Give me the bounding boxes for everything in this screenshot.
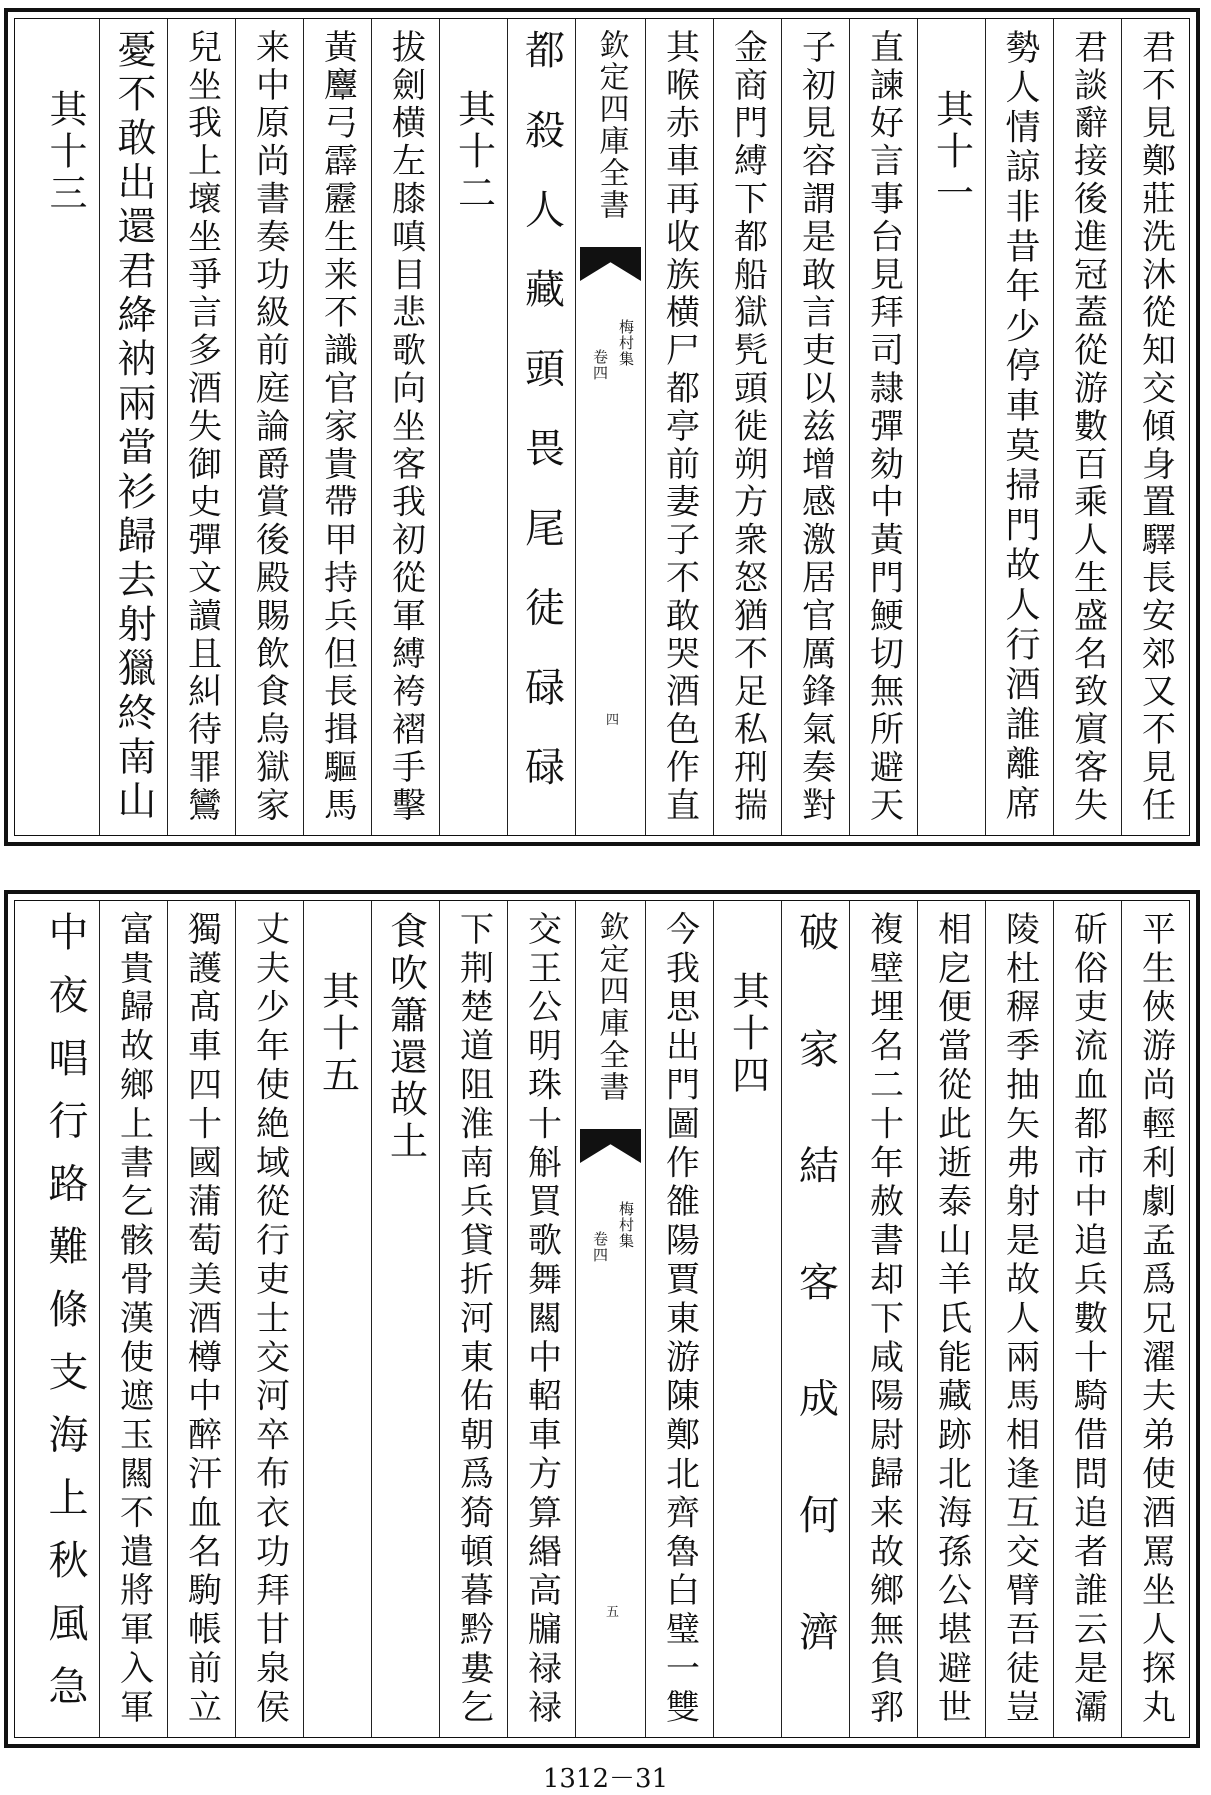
text-column: [1121, 19, 1189, 835]
poem-heading: 其十五: [315, 971, 360, 1097]
text-column: [849, 901, 917, 1737]
text-column: [1053, 19, 1121, 835]
column-text: 金商門縛下都船獄髠頭徙朔方衆怒猶不足私𠛬揣: [727, 29, 768, 825]
column-text: 破家結客成何濟: [792, 911, 839, 1728]
column-text: 陵杜稺季抽矢弗射是故人兩馬相逢互交臂吾徒豈: [999, 911, 1040, 1728]
banner-page-number: 四: [606, 713, 620, 728]
page-footer-number: 1312－31: [542, 1764, 669, 1794]
text-column: [99, 901, 167, 1737]
banner-collection: 梅村集: [617, 319, 635, 367]
column-text: 子初見容謂是敢言吏以兹增感激居官厲鋒氣奏對: [795, 29, 836, 825]
text-column: [439, 901, 507, 1737]
top-page: [0, 0, 1211, 850]
poem-heading-column: [303, 901, 371, 1737]
text-column: [985, 901, 1053, 1737]
poem-heading-column: [31, 19, 99, 835]
text-column: [1121, 901, 1189, 1737]
bottom-columns: [15, 901, 1189, 1737]
poem-heading-column: [439, 19, 507, 835]
column-text: 平生俠游尚輕利劇孟爲兄濯夫弟使酒罵坐人探丸: [1135, 911, 1176, 1728]
text-column: [645, 19, 713, 835]
text-column: [781, 901, 849, 1737]
column-text: 富貴歸故鄉上書乞骸骨漢使遮玉闗不遣將軍入軍: [113, 911, 154, 1728]
column-text: 君談辭接後進冠蓋從游數百乘人生盛名致賔客失: [1067, 29, 1108, 825]
poem-heading: 其十一: [929, 89, 974, 215]
text-column: [645, 901, 713, 1737]
text-column: [1053, 901, 1121, 1737]
bottom-page: [0, 890, 1211, 1750]
banner-title: 欽定四庫全書: [593, 911, 629, 1103]
top-columns: [15, 19, 1189, 835]
banner-page-number: 五: [606, 1605, 620, 1620]
text-column: [507, 901, 575, 1737]
text-column: [985, 19, 1053, 835]
column-text: 君不見鄭莊洗沐從知交傾身置驛長安郊又不見任: [1135, 29, 1176, 825]
banner-volume: 卷四: [591, 349, 609, 381]
text-column: [235, 901, 303, 1737]
column-text: 丈夫少年使絶域從行吏士交河卒布衣功拜甘泉侯: [249, 911, 290, 1728]
column-text: 獨護髙車四十國蒲萄美酒樽中醉汗血名駒帳前立: [181, 911, 222, 1728]
fish-tail-mark-icon: [580, 247, 641, 281]
column-text: 複壁埋名二十年赦書却下咸陽尉歸来故鄉無負郛: [863, 911, 904, 1728]
text-column: [507, 19, 575, 835]
fish-tail-mark-icon: [580, 1129, 641, 1163]
column-text: 勢人情諒非昔年少停車莫掃門故人行酒誰離席: [1000, 29, 1040, 825]
banner-title: 欽定四庫全書: [593, 29, 629, 221]
text-column: [917, 901, 985, 1737]
column-text: 食吹簫還故土: [383, 911, 428, 1163]
column-text: 都殺人藏頭畏尾徒碌碌: [518, 29, 565, 825]
column-text: 斫俗吏流血都市中追兵數十騎借問追者誰云是灞: [1067, 911, 1108, 1728]
column-text: 今我思出門圖作雒陽賈東游陳鄭北齊魯白璧一雙: [659, 911, 700, 1728]
column-text: 相戹便當從此逝泰山羊氏能藏跡北海孫公堪避世: [931, 911, 972, 1728]
text-column: [371, 901, 439, 1737]
center-banner: [575, 19, 645, 835]
text-column: [31, 901, 99, 1737]
poem-heading: 其十三: [43, 89, 87, 215]
text-column: [167, 901, 235, 1737]
column-text: 憂不敢出還君絳衲兩當衫歸去射獵終南山: [111, 29, 156, 825]
column-text: 下荆楚道阻淮南兵貸折河東佑朝爲猗頓暮黔婁乞: [453, 911, 494, 1728]
text-column: [235, 19, 303, 835]
column-text: 中夜唱行路難條支海上秋風急: [42, 911, 88, 1728]
text-column: [371, 19, 439, 835]
poem-heading: 其十二: [451, 89, 496, 215]
poem-heading: 其十四: [725, 971, 770, 1097]
center-banner: [575, 901, 645, 1737]
text-column: [781, 19, 849, 835]
text-column: [167, 19, 235, 835]
column-text: 黃麞弓霹靂生来不識官家貴帶甲持兵但長揖驅馬: [317, 29, 358, 825]
column-text: 交王公明珠十斛買歌舞闗中軺車方算緡高牖䘵䘵: [521, 911, 562, 1728]
banner-volume: 卷四: [591, 1231, 609, 1263]
poem-heading-column: [917, 19, 985, 835]
banner-collection: 梅村集: [617, 1201, 635, 1249]
text-column: [303, 19, 371, 835]
column-text: 拔劍横左膝嗔目悲歌向坐客我初從軍縛袴褶手擊: [385, 29, 426, 825]
column-text: 来中原尚書奏功級前庭論爵賞後殿賜飲食烏獄家: [249, 29, 290, 825]
text-column: [713, 19, 781, 835]
poem-heading-column: [713, 901, 781, 1737]
column-text: 直諫好言事台見拜司隷彈劾中黃門鯁切無所避天: [863, 29, 904, 825]
column-text: 兒坐我上壞坐爭言多酒失御史彈文讀且糾待罪鸞: [181, 29, 222, 825]
text-column: [99, 19, 167, 835]
text-column: [849, 19, 917, 835]
column-text: 其喉赤車再收族横尸都亭前妻子不敢哭酒色作直: [659, 29, 700, 825]
